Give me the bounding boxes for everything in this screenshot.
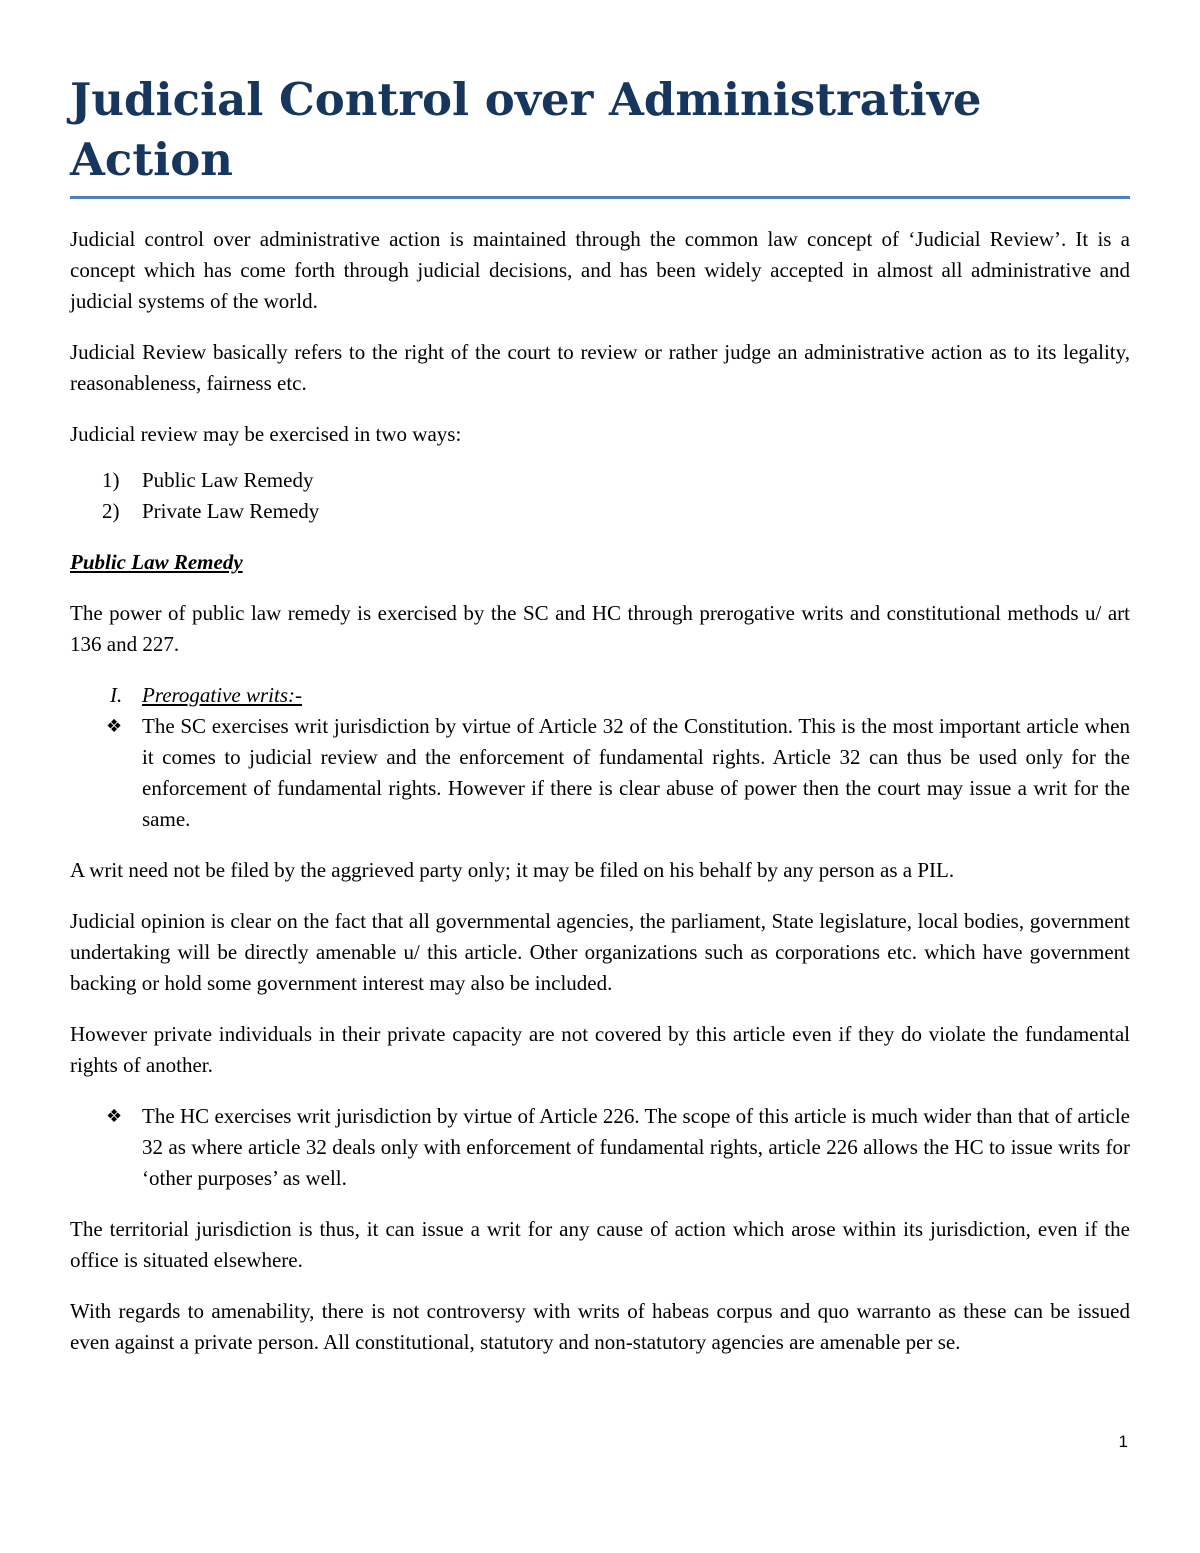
paragraph-territorial-jurisdiction: The territorial jurisdiction is thus, it can issue a writ for any cause of action which arose within its jurisdiction, even if the office is situated elsewhere.: [70, 1217, 1130, 1272]
diamond-bullet-icon: ❖: [106, 1106, 123, 1127]
document-page: [70, 70, 1130, 1358]
sub-heading-number: I.: [110, 683, 123, 707]
paragraph-private-individuals: However private individuals in their private capacity are not covered by this article even if they do violate the fundamental rights of another.: [70, 1022, 1130, 1077]
diamond-bullet-icon: ❖: [106, 716, 123, 737]
paragraph-intro: Judicial control over administrative action is maintained through the common law concept of ‘Judicial Review’. It is a concept which has come forth through judicial decisions, and has been widely accepted in almost all administrative and judicial systems of the world.: [70, 227, 1130, 313]
document-title: Judicial Control over Administrative Action: [70, 70, 1130, 199]
list-item: [70, 465, 1130, 496]
list-item: [70, 496, 1130, 527]
sub-heading-prerogative-writs: [70, 680, 1130, 711]
paragraph-judicial-opinion: Judicial opinion is clear on the fact that all governmental agencies, the parliament, State legislature, local bodies, government undertaking will be directly amenable u/ this article. Other organizations such as corporations etc. which have government backing or hold some government interest may also be included.: [70, 909, 1130, 995]
list-item-label: Public Law Remedy: [142, 468, 314, 492]
bullet-hc-article-226: [70, 1101, 1130, 1194]
section-heading-public-law-remedy: Public Law Remedy: [70, 550, 243, 574]
sub-heading-label: Prerogative writs:-: [142, 683, 303, 707]
ways-list: [70, 465, 1130, 527]
bullet-text: The HC exercises writ jurisdiction by virtue of Article 226. The scope of this article is much wider than that of article 32 as where article 32 deals only with enforcement of fundamental rights, article 226 allows the HC to issue writs for ‘other purposes’ as well.: [142, 1104, 1130, 1190]
paragraph-public-law-intro: The power of public law remedy is exercised by the SC and HC through prerogative writs and constitutional methods u/ art 136 and 227.: [70, 601, 1130, 656]
bullet-sc-article-32: [70, 711, 1130, 835]
paragraph-two-ways: Judicial review may be exercised in two ways:: [70, 422, 462, 446]
bullet-text: The SC exercises writ jurisdiction by virtue of Article 32 of the Constitution. This is the most important article when it comes to judicial review and the enforcement of fundamental rights. Article 32 can thus be used only for the enforcement of fundamental rights. However if there is clear abuse of power then the court may issue a writ for the same.: [142, 714, 1130, 831]
paragraph-amenability: With regards to amenability, there is not controversy with writs of habeas corpus and quo warranto as these can be issued even against a private person. All constitutional, statutory and non-statutory agencies are amenable per se.: [70, 1299, 1130, 1354]
list-item-number: 1): [102, 468, 120, 492]
page-number: 1: [1118, 1432, 1128, 1451]
paragraph-judicial-review-definition: Judicial Review basically refers to the right of the court to review or rather judge an administrative action as to its legality, reasonableness, fairness etc.: [70, 340, 1130, 395]
paragraph-pil: A writ need not be filed by the aggrieved party only; it may be filed on his behalf by any person as a PIL.: [70, 858, 955, 882]
list-item-number: 2): [102, 499, 120, 523]
list-item-label: Private Law Remedy: [142, 499, 320, 523]
